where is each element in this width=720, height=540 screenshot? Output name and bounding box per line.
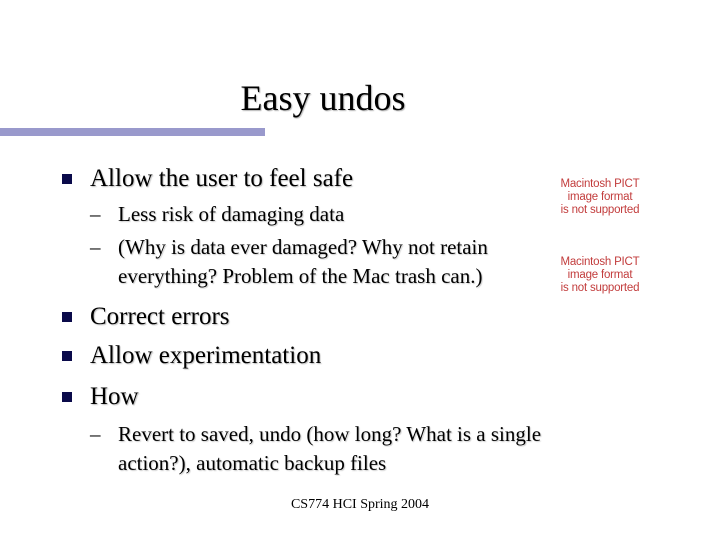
sub-bullet-item	[90, 200, 560, 229]
placeholder-line: is not supported	[560, 204, 640, 216]
sub-bullet-item	[90, 233, 555, 291]
dash-bullet-icon: –	[90, 202, 101, 226]
bullet-text: Allow experimentation	[90, 342, 322, 369]
square-bullet-icon	[62, 351, 72, 361]
dash-bullet-icon: –	[90, 422, 101, 446]
slide-footer: CS774 HCI Spring 2004	[290, 497, 430, 512]
placeholder-line: Macintosh PICT	[560, 256, 640, 268]
bullet-item	[62, 301, 230, 333]
bullet-item	[62, 381, 139, 413]
square-bullet-icon	[62, 174, 72, 184]
square-bullet-icon	[62, 392, 72, 402]
sub-bullet-text: Less risk of damaging data	[118, 202, 345, 226]
bullet-text: How	[90, 383, 139, 410]
placeholder-line: image format	[567, 269, 633, 281]
bullet-text: Allow the user to feel safe	[90, 165, 354, 192]
placeholder-line: image format	[567, 191, 633, 203]
sub-bullet-text: (Why is data ever damaged? Why not retain everything? Problem of the Mac trash can.)	[118, 235, 488, 288]
placeholder-line: is not supported	[560, 282, 640, 294]
bullet-item	[62, 340, 321, 372]
sub-bullet-text: Revert to saved, undo (how long? What is a single action?), automatic backup files	[118, 422, 542, 475]
bullet-item	[62, 163, 353, 195]
square-bullet-icon	[62, 312, 72, 322]
unsupported-image-placeholder	[560, 178, 640, 217]
dash-bullet-icon: –	[90, 235, 101, 259]
sub-bullet-item	[90, 420, 610, 478]
slide-title: Easy undos	[240, 78, 406, 118]
bullet-text: Correct errors	[90, 303, 230, 330]
title-underline-bar	[0, 128, 265, 136]
placeholder-line: Macintosh PICT	[560, 178, 640, 190]
unsupported-image-placeholder	[560, 256, 640, 295]
